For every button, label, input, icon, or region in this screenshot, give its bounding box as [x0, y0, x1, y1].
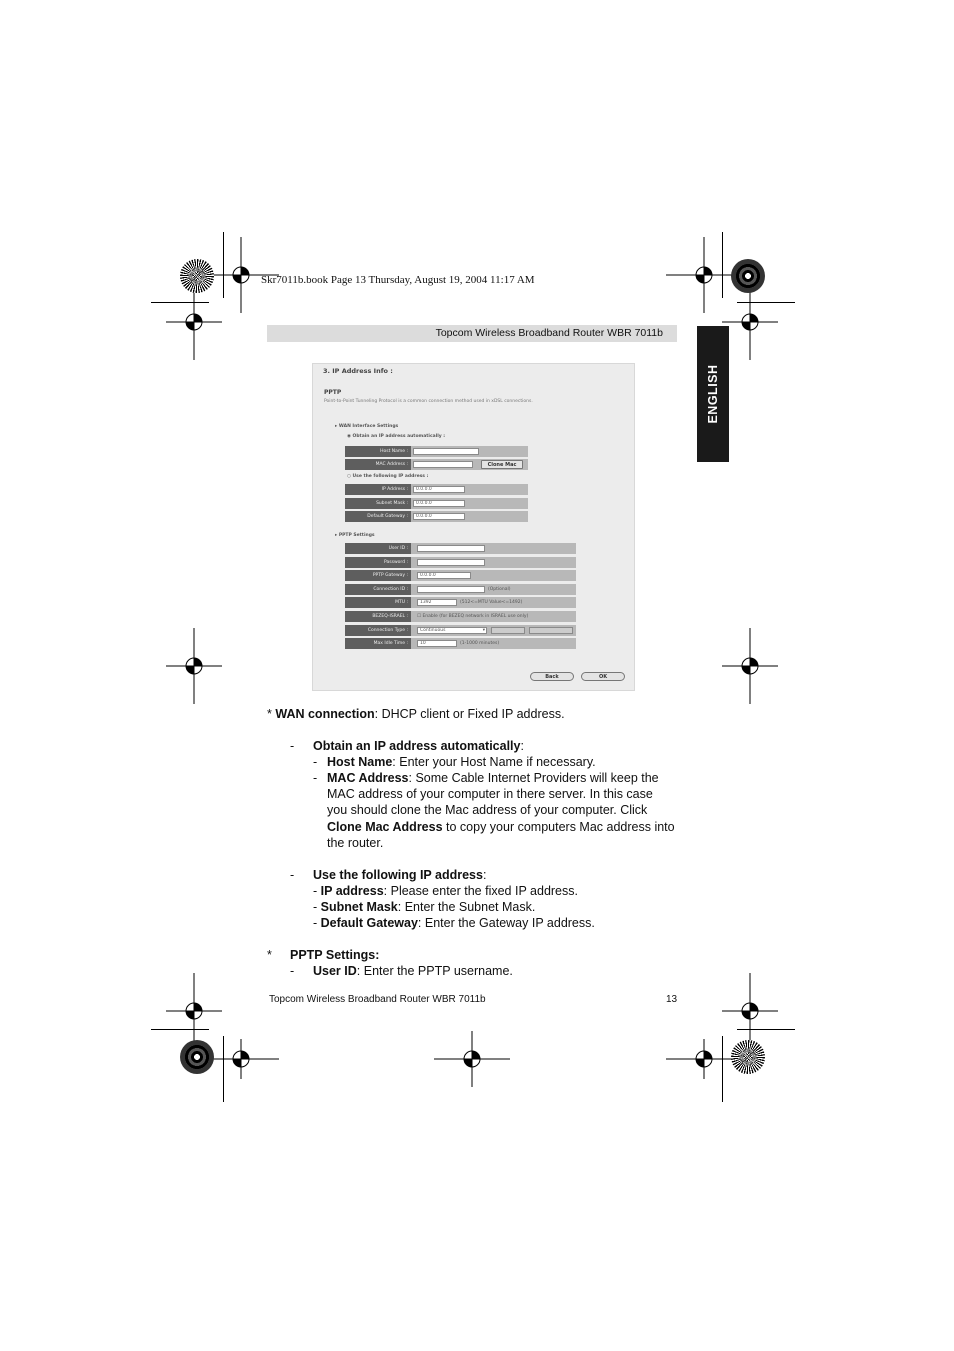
- password-row: [345, 557, 576, 568]
- mtu-row: [345, 597, 576, 608]
- max-idle-label: Max Idle Time :: [345, 638, 411, 649]
- screenshot-protocol: PPTP: [324, 389, 342, 396]
- default-gateway-term: Default Gateway: [320, 916, 418, 930]
- use-following-term: Use the following IP address: [313, 868, 483, 882]
- footer-title: Topcom Wireless Broadband Router WBR 7011b: [269, 994, 486, 1005]
- user-id-label: User ID :: [345, 543, 411, 554]
- clone-mac-button[interactable]: Clone Mac: [481, 460, 523, 469]
- ip-address-text: : Please enter the fixed IP address.: [383, 884, 578, 898]
- subnet-mask-term: Subnet Mask: [320, 900, 398, 914]
- mtu-input[interactable]: 1392: [417, 599, 457, 606]
- use-following-radio[interactable]: ○ Use the following IP address :: [347, 474, 429, 479]
- wan-section-heading: ▸ WAN Interface Settings: [335, 424, 399, 429]
- ok-button[interactable]: OK: [581, 672, 625, 681]
- host-name-term: Host Name: [327, 755, 393, 769]
- obtain-auto-radio[interactable]: ◉ Obtain an IP address automatically :: [347, 434, 446, 439]
- subnet-mask-text: : Enter the Subnet Mask.: [397, 900, 536, 914]
- ip-address-line: - IP address: Please enter the fixed IP address.: [313, 884, 578, 898]
- host-name-text: : Enter your Host Name if necessary.: [392, 755, 596, 769]
- connection-id-label: Connection ID :: [345, 584, 411, 595]
- subnet-mask-row: [345, 498, 528, 509]
- mac-line-3: you should clone the Mac address of your computer. Click: [327, 803, 648, 817]
- language-tab: [697, 326, 729, 462]
- wan-connection-text: : DHCP client or Fixed IP address.: [374, 707, 565, 721]
- user-id-row: [345, 543, 576, 554]
- mac-line-4: [327, 819, 675, 835]
- mac-line-5: the router.: [327, 836, 384, 850]
- user-id-bullet: -: [290, 964, 295, 978]
- default-gateway-row: [345, 511, 528, 522]
- header-title: Topcom Wireless Broadband Router WBR 7011b: [435, 327, 663, 339]
- chevron-down-icon: ▾: [482, 628, 485, 633]
- mtu-note: (512<=MTU Value<=1492): [460, 600, 523, 605]
- pptp-term: PPTP Settings:: [290, 948, 380, 962]
- password-label: Password :: [345, 557, 411, 568]
- starburst-mark: [180, 259, 214, 293]
- bezeq-checkbox[interactable]: ☐ Enable (for BEZEQ network in ISRAEL use only): [417, 614, 529, 619]
- use-following-heading: Use the following IP address:: [313, 868, 487, 882]
- max-idle-note: (1-1000 minutes): [460, 641, 500, 646]
- user-id-term: User ID: [313, 964, 357, 978]
- language-label: ENGLISH: [706, 364, 720, 424]
- pptp-gateway-row: [345, 570, 576, 581]
- pptp-asterisk: *: [267, 948, 272, 962]
- screenshot-title: 3. IP Address Info :: [323, 367, 393, 375]
- host-name-bullet: -: [313, 755, 318, 769]
- user-id-input[interactable]: [417, 545, 485, 552]
- password-input[interactable]: [417, 559, 485, 566]
- max-idle-input[interactable]: 10: [417, 640, 457, 647]
- mac-address-input[interactable]: [413, 461, 473, 468]
- mac-address-label: MAC Address :: [345, 459, 411, 470]
- host-name-label: Host Name :: [345, 446, 411, 457]
- pptp-heading: [290, 947, 379, 963]
- bezeq-label: BEZEQ-ISRAEL :: [345, 611, 411, 622]
- mac-term: MAC Address: [327, 771, 409, 785]
- obtain-auto-line: -: [290, 739, 295, 753]
- connection-type-row: [345, 625, 576, 636]
- connection-id-note: (Optional): [488, 587, 511, 592]
- default-gateway-line: - Default Gateway: Enter the Gateway IP address.: [313, 916, 595, 930]
- subnet-mask-line: - Subnet Mask: Enter the Subnet Mask.: [313, 900, 536, 914]
- default-gateway-text: : Enter the Gateway IP address.: [417, 916, 595, 930]
- mac-line-2: MAC address of your computer in there server. In this case: [327, 787, 653, 801]
- pptp-section-label: PPTP Settings: [338, 533, 375, 538]
- connect-button[interactable]: [491, 627, 525, 634]
- max-idle-row: [345, 638, 576, 649]
- obtain-auto-term: Obtain an IP address automatically: [313, 739, 521, 753]
- target-mark: [180, 1040, 214, 1074]
- obtain-auto-heading: Obtain an IP address automatically:: [313, 739, 524, 753]
- use-following-label: Use the following IP address :: [352, 474, 429, 479]
- mtu-label: MTU :: [345, 597, 411, 608]
- connection-id-input[interactable]: [417, 586, 485, 593]
- wan-connection-term: WAN connection: [275, 707, 375, 721]
- subnet-mask-label: Subnet Mask :: [345, 498, 411, 509]
- ip-address-term: IP address: [320, 884, 384, 898]
- obtain-auto-label: Obtain an IP address automatically :: [352, 434, 446, 439]
- pptp-section-heading: ▸ PPTP Settings: [335, 533, 375, 538]
- pptp-gateway-label: PPTP Gateway :: [345, 570, 411, 581]
- starburst-mark: [731, 1040, 765, 1074]
- connection-type-label: Connection Type :: [345, 625, 411, 636]
- clone-mac-term: Clone Mac Address: [327, 820, 443, 834]
- mac-bullet: -: [313, 771, 318, 785]
- user-id-line: [313, 963, 513, 979]
- screenshot-description: Point-to-Point Tunneling Protocol is a common connection method used in xDSL connections.: [324, 399, 533, 404]
- host-name-line: [327, 754, 596, 770]
- user-id-text: : Enter the PPTP username.: [356, 964, 513, 978]
- mac-text: : Some Cable Internet Providers will keep the: [408, 771, 659, 785]
- host-name-row: [345, 446, 528, 457]
- wan-connection-line: * WAN connection: DHCP client or Fixed IP address.: [267, 707, 565, 721]
- ip-address-row: [345, 484, 528, 495]
- target-mark: [731, 259, 765, 293]
- connection-id-row: [345, 584, 576, 595]
- bezeq-row: [345, 611, 576, 622]
- connection-type-value: Continuous: [420, 628, 446, 633]
- bezeq-note: Enable (for BEZEQ network in ISRAEL use only): [422, 614, 529, 619]
- router-config-screenshot: [312, 363, 635, 691]
- default-gateway-input[interactable]: 0.0.0.0: [413, 513, 465, 520]
- connection-type-select[interactable]: [417, 627, 487, 634]
- default-gateway-label: Default Gateway :: [345, 511, 411, 522]
- mac-address-row: [345, 459, 528, 470]
- ip-address-input[interactable]: 0.0.0.0: [413, 486, 465, 493]
- wan-section-label: WAN Interface Settings: [338, 424, 399, 429]
- back-button[interactable]: Back: [530, 672, 574, 681]
- use-following-bullet: -: [290, 868, 295, 882]
- mac-line-1: [327, 770, 659, 786]
- clone-mac-text: to copy your computers Mac address into: [446, 820, 675, 834]
- running-header: [267, 325, 677, 342]
- disconnect-button[interactable]: [529, 627, 573, 634]
- ip-address-label: IP Address :: [345, 484, 411, 495]
- host-name-input[interactable]: [413, 448, 479, 455]
- page-number: 13: [666, 994, 678, 1005]
- print-info-line: Skr7011b.book Page 13 Thursday, August 19, 2004 11:17 AM: [261, 274, 535, 286]
- pptp-gateway-input[interactable]: 0.0.0.0: [417, 572, 471, 579]
- subnet-mask-input[interactable]: 0.0.0.0: [413, 500, 465, 507]
